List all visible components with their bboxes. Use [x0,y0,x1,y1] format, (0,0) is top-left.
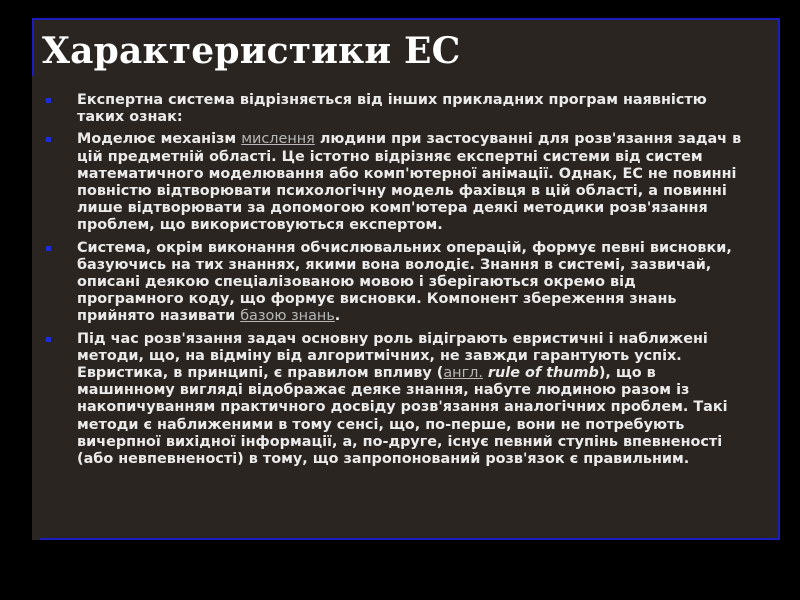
top-divider-line [32,18,780,20]
square-bullet-icon [46,337,51,342]
bullet-item [44,240,744,326]
link-thinking[interactable]: мислення [241,131,315,148]
square-bullet-icon [46,246,51,251]
bottom-divider-line [40,538,780,540]
bullet-item [44,331,744,469]
square-bullet-icon [46,137,51,142]
bullet-text-end: людини при застосуванні для розв'язання задач в цій предметній області. Це істотно відрізняє експертні системи від систем математичного моделювання або комп'ютерної анімації. Однак, ЕС не повинні повністю відтворювати психологічну модель фахівця в цій області, а повинні лише відтворювати за допомогою комп'ютера деякі методики розв'язання проблем, що використовуються експертом. [77,131,742,234]
bullet-text-end: . [334,308,341,325]
bullet-item [44,131,744,234]
bullet-text-start: Моделює механізм [77,131,242,148]
bullet-text-start: Під час розв'язання задач основну роль відіграють евристичні і наближені методи, що, на відміну від алгоритмічних, не завжди гарантують успіх. Евристика, в принципі, є правилом впливу ( [77,330,708,382]
bullet-text-end: ), що в машинному вигляді відображає деяке знання, набуте людиною разом із накопичуванням практичного досвіду розв'язання аналогічних проблем. Такі методи є наближеними в тому сенсі, що, по-перше, вони не потребують вичерпної вихідної інформації, а, по-друге, існує певний ступінь впевненості (або невпевненості) в тому, що запропонований розв'язок є правильним. [77,365,728,468]
right-accent-line [778,18,780,540]
left-accent-line [32,18,34,76]
bullet-text: Експертна система відрізняється від інших прикладних програм наявністю таких ознак: [77,92,707,126]
bullet-text-start: Система, окрім виконання обчислювальних операцій, формує певні висновки, базуючись на тих знаннях, якими вона володіє. Знання в системі, зазвичай, описані деякою спеціалізованою мовою і зберігаються окремо від програмного коду, що формує висновки. Компонент збереження знань прийнято називати [77,239,732,325]
link-knowledge-base[interactable]: базою знань [240,308,335,325]
link-english[interactable]: англ. [443,365,483,382]
slide-title: Характеристики ЕС [42,30,461,72]
bullet-item [44,92,744,126]
square-bullet-icon [46,98,51,103]
italic-term: rule of thumb [482,365,599,382]
bullet-list [44,92,744,473]
